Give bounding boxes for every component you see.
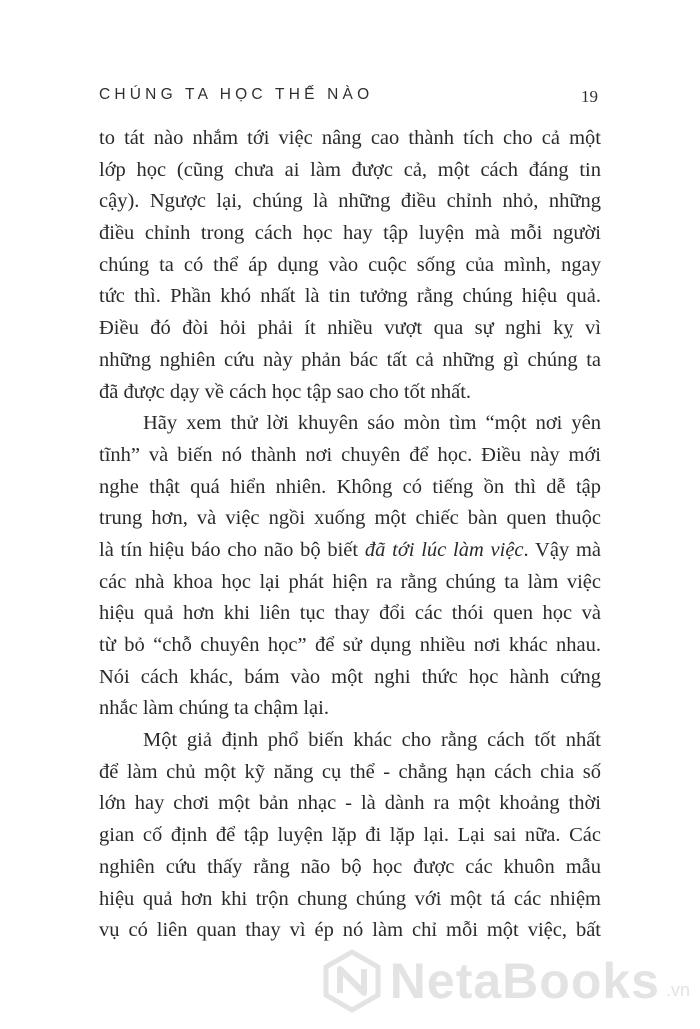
text-segment: là tín hiệu báo cho não bộ biết: [99, 538, 365, 561]
watermark: [320, 949, 690, 1013]
text-line: đã được dạy về cách học tập sao cho tốt nhất.: [99, 380, 472, 403]
text-line: điều chỉnh trong cách học hay tập luyện mà mỗi người: [99, 222, 601, 245]
text-line: hiệu quả hơn khi trộn chung chúng với một tá các nhiệm: [99, 887, 601, 910]
text-line: hiệu quả hơn khi liên tục thay đổi các thói quen học và: [99, 602, 601, 625]
netabooks-logo-icon: [320, 949, 384, 1013]
paragraph-1: [99, 123, 601, 408]
text-line: trung hơn, và việc ngồi xuống một chiếc bàn quen thuộc: [99, 507, 601, 530]
text-line: những nghiên cứu này phản bác tất cả những gì chúng ta: [99, 348, 601, 371]
text-line: nhắc làm chúng ta chậm lại.: [99, 697, 329, 720]
paragraph-2: [99, 408, 601, 725]
text-line: Một giả định phổ biến khác cho rằng cách tốt nhất: [143, 729, 601, 752]
watermark-brand: NetaBooks: [389, 953, 660, 1009]
body-text: [99, 123, 601, 947]
text-segment: . Vậy mà: [523, 538, 602, 561]
text-line: vụ có liên quan thay vì ép nó làm chỉ mỗi một việc, bất: [99, 919, 601, 942]
text-line-with-emphasis: [99, 535, 601, 567]
emphasis-text: đã tới lúc làm việc: [364, 538, 524, 561]
text-line: lớp học (cũng chưa ai làm được cả, một cách đáng tin: [99, 158, 601, 181]
text-line: Điều đó đòi hỏi phải ít nhiều vượt qua sự nghi kỵ vì: [99, 317, 601, 340]
text-line: to tát nào nhắm tới việc nâng cao thành tích cho cả một: [99, 127, 601, 149]
paragraph-3: [99, 725, 601, 947]
text-line: cậy). Ngược lại, chúng là những điều chỉnh nhỏ, những: [99, 190, 601, 213]
text-line: tĩnh” và biến nó thành nơi chuyên để học. Điều này mới: [99, 443, 601, 466]
running-head-title: CHÚNG TA HỌC THẾ NÀO: [99, 86, 374, 103]
text-line: từ bỏ “chỗ chuyên học” để sử dụng nhiều nơi khác nhau.: [99, 634, 601, 656]
text-line: nghe thật quá hiển nhiên. Không có tiếng ồn thì dễ tập: [99, 475, 601, 498]
text-line: chúng ta có thể áp dụng vào cuộc sống của mình, ngay: [99, 253, 601, 276]
page-number: 19: [581, 87, 598, 106]
text-line: Nói cách khác, bám vào một nghi thức học hành cứng: [99, 665, 601, 688]
text-line: các nhà khoa học lại phát hiện ra rằng chúng ta làm việc: [99, 570, 601, 593]
text-line: tức thì. Phần khó nhất là tin tưởng rằng chúng hiệu quả.: [99, 285, 601, 308]
text-line: để làm chủ một kỹ năng cụ thể - chẳng hạn cách chia số: [99, 760, 601, 783]
watermark-suffix: .vn: [665, 980, 690, 1000]
text-line: gian cố định để tập luyện lặp đi lặp lại. Lại sai nữa. Các: [99, 824, 601, 847]
text-line: Hãy xem thử lời khuyên sáo mòn tìm “một nơi yên: [143, 412, 601, 435]
text-line: lớn hay chơi một bản nhạc - là dành ra một khoảng thời: [99, 792, 601, 815]
text-line: nghiên cứu thấy rằng não bộ học được các khuôn mẫu: [99, 855, 601, 878]
